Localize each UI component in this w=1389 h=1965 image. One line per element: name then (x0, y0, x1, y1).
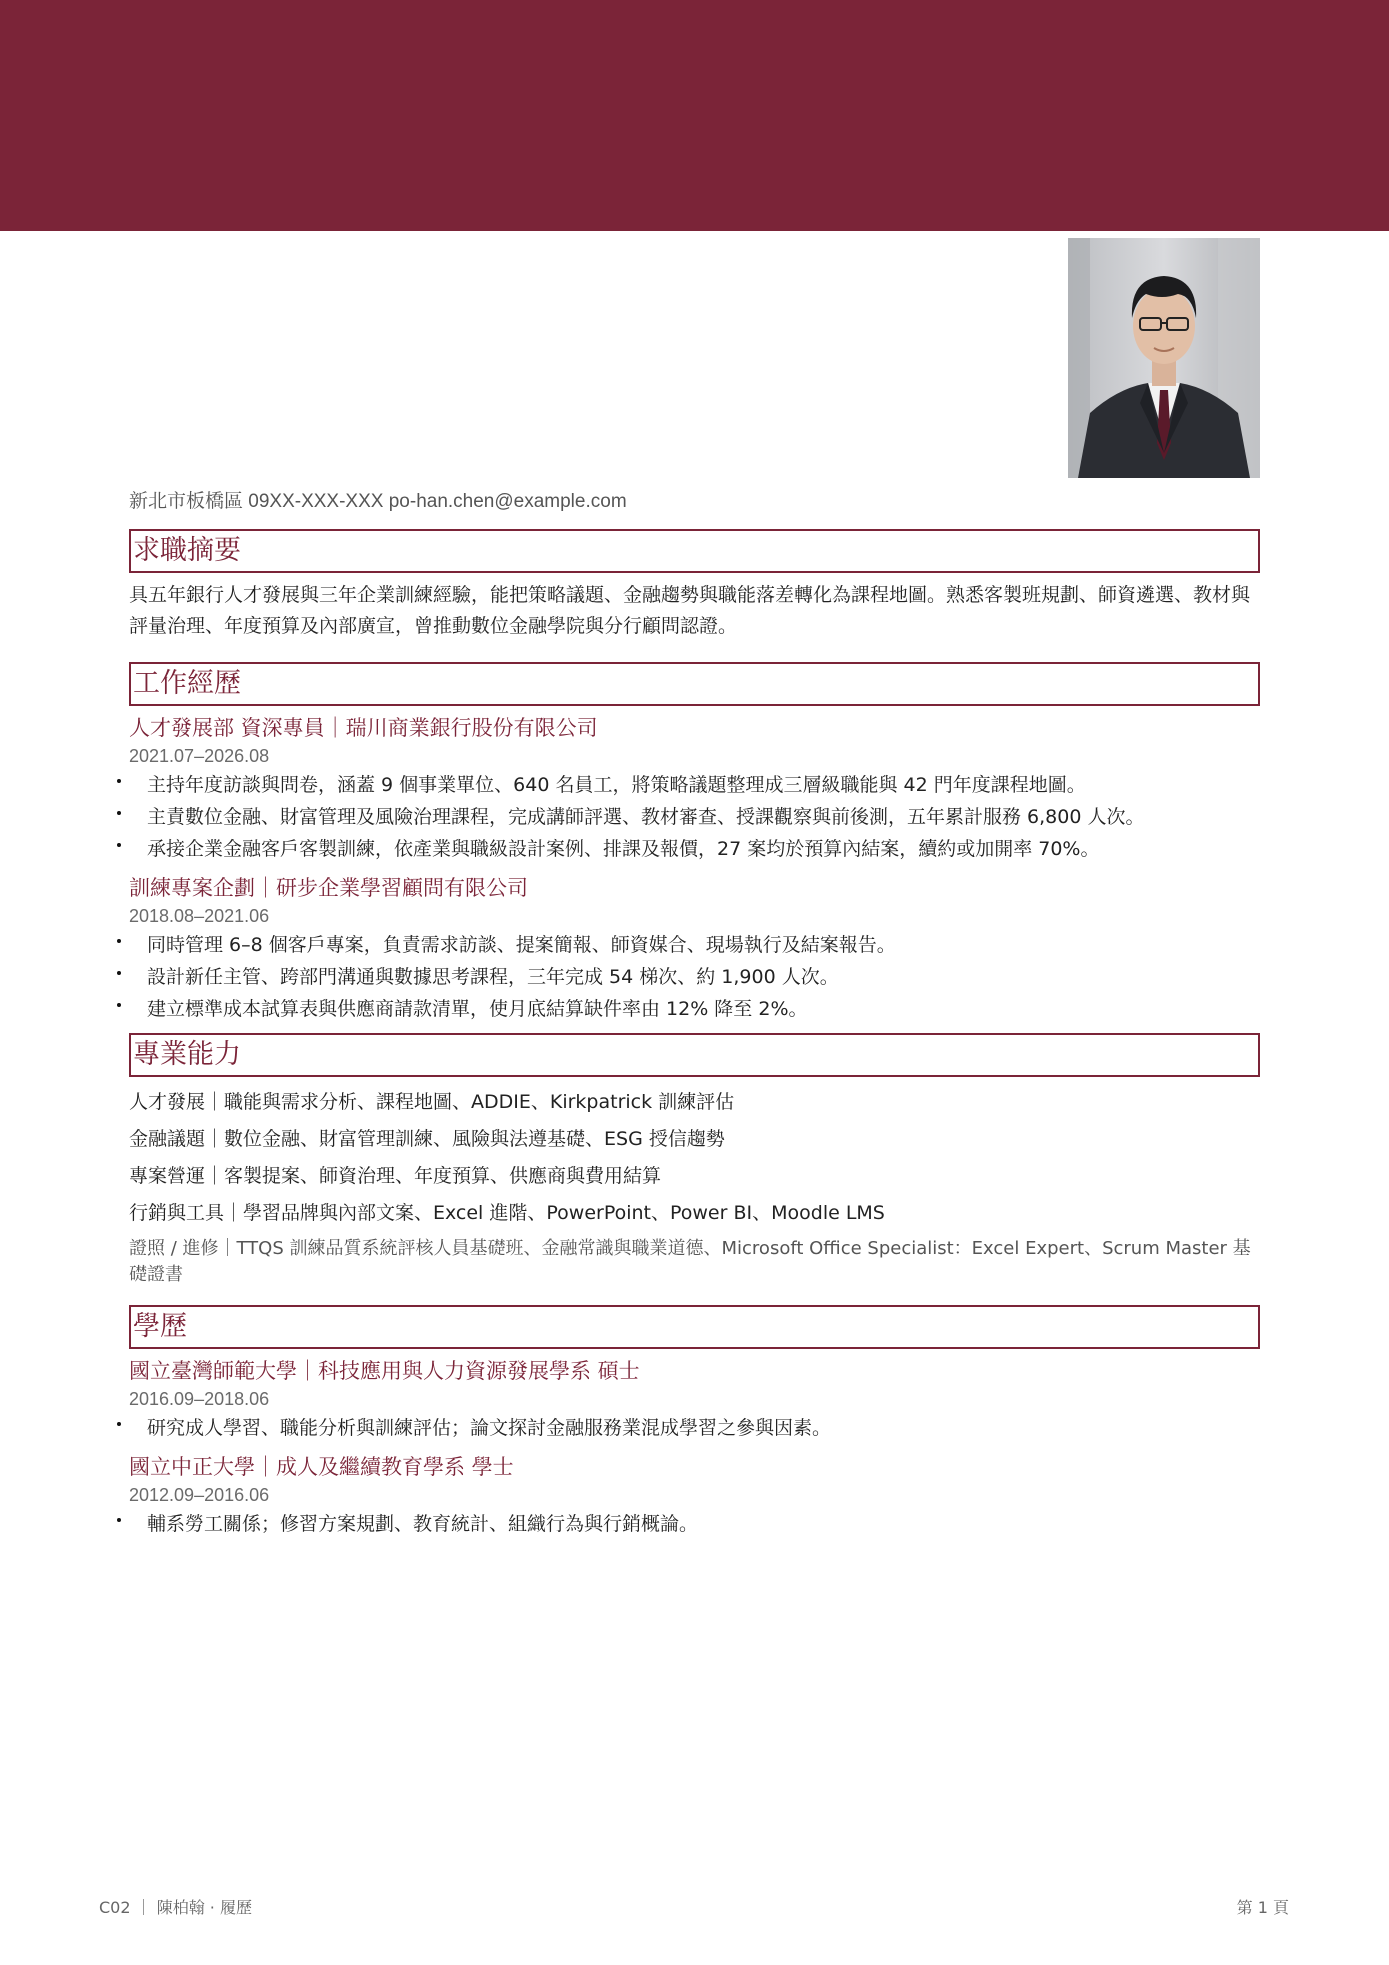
job-bullets (129, 769, 1260, 865)
bullet-text: 研究成人學習、職能分析與訓練評估；論文探討金融服務業混成學習之參與因素。 (147, 1417, 832, 1439)
job-entry (129, 713, 1260, 865)
certifications: 證照 / 進修｜TTQS 訓練品質系統評核人員基礎班、金融常識與職業道德、Microsoft Office Specialist：Excel Expert、Scrum Master 基礎證書 (129, 1238, 1251, 1285)
bullet-text: 主持年度訪談與問卷，涵蓋 9 個事業單位、640 名員工，將策略議題整理成三層級職能與 42 門年度課程地圖。 (147, 774, 1086, 796)
list-item (129, 961, 1260, 993)
summary-text: 具五年銀行人才發展與三年企業訓練經驗，能把策略議題、金融趨勢與職能落差轉化為課程地圖。熟悉客製班規劃、師資遴選、教材與評量治理、年度預算及內部廣宣，曾推動數位金融學院與分行顧問認證。 (129, 584, 1251, 637)
profile-photo (1068, 238, 1260, 478)
bullet-text: 建立標準成本試算表與供應商請款清單，使月底結算缺件率由 12% 降至 2%。 (147, 998, 808, 1020)
school-entry (129, 1356, 1260, 1444)
school-title: 國立中正大學｜成人及繼續教育學系 學士 (129, 1455, 514, 1479)
bullet-icon (117, 779, 121, 783)
resume-content (129, 529, 1260, 1548)
skill-item: 金融議題｜數位金融、財富管理訓練、風險與法遵基礎、ESG 授信趨勢 (129, 1128, 725, 1150)
portrait-image (1068, 238, 1260, 478)
section-title-skills: 專業能力 (129, 1033, 1260, 1077)
summary-section (129, 529, 1260, 642)
bullet-text: 承接企業金融客戶客製訓練，依產業與職級設計案例、排課及報價，27 案均於預算內結案，續約或加開率 70%。 (147, 838, 1100, 860)
bullet-icon (117, 1422, 121, 1426)
bullet-icon (117, 1003, 121, 1007)
job-period: 2021.07–2026.08 (129, 746, 270, 766)
school-period: 2016.09–2018.06 (129, 1389, 270, 1409)
bullet-text: 主責數位金融、財富管理及風險治理課程，完成講師評選、教材審查、授課觀察與前後測，五年累計服務 6,800 人次。 (147, 806, 1145, 828)
job-bullets (129, 929, 1260, 1025)
skill-item: 人才發展｜職能與需求分析、課程地圖、ADDIE、Kirkpatrick 訓練評估 (129, 1091, 735, 1113)
school-period: 2012.09–2016.06 (129, 1485, 270, 1505)
bullet-icon (117, 971, 121, 975)
section-title-experience: 工作經歷 (129, 662, 1260, 706)
list-item (129, 833, 1260, 865)
job-period: 2018.08–2021.06 (129, 906, 270, 926)
job-title: 人才發展部 資深專員｜瑞川商業銀行股份有限公司 (129, 716, 598, 740)
skill-item: 專案營運｜客製提案、師資治理、年度預算、供應商與費用結算 (129, 1165, 662, 1187)
education-section (129, 1305, 1260, 1540)
list-item (129, 769, 1260, 801)
skill-item: 行銷與工具｜學習品牌與內部文案、Excel 進階、PowerPoint、Power BI、Moodle LMS (129, 1202, 885, 1224)
school-entry (129, 1452, 1260, 1540)
footer-page-number: 第 1 頁 (1236, 1898, 1289, 1917)
bullet-icon (117, 811, 121, 815)
list-item (129, 993, 1260, 1025)
bullet-text: 同時管理 6–8 個客戶專案，負責需求訪談、提案簡報、師資媒合、現場執行及結案報告。 (147, 934, 896, 956)
school-bullets (129, 1508, 1260, 1540)
bullet-icon (117, 1518, 121, 1522)
section-title-education: 學歷 (129, 1305, 1260, 1349)
bullet-text: 輔系勞工關係；修習方案規劃、教育統計、組織行為與行銷概論。 (147, 1513, 699, 1535)
school-bullets (129, 1412, 1260, 1444)
list-item (129, 929, 1260, 961)
footer-doc-label: C02 ｜ 陳柏翰 · 履歷 (99, 1898, 252, 1917)
experience-section (129, 662, 1260, 1025)
bullet-text: 設計新任主管、跨部門溝通與數據思考課程，三年完成 54 梯次、約 1,900 人次。 (147, 966, 839, 988)
list-item (129, 1508, 1260, 1540)
job-title: 訓練專案企劃｜研步企業學習顧問有限公司 (129, 876, 528, 900)
list-item (129, 801, 1260, 833)
skills-section (129, 1033, 1260, 1288)
bullet-icon (117, 843, 121, 847)
job-entry (129, 873, 1260, 1025)
list-item (129, 1412, 1260, 1444)
school-title: 國立臺灣師範大學｜科技應用與人力資源發展學系 碩士 (129, 1359, 640, 1383)
section-title-summary: 求職摘要 (129, 529, 1260, 573)
bullet-icon (117, 939, 121, 943)
header-banner (0, 0, 1389, 231)
contact-info: 新北市板橋區 09XX-XXX-XXX po-han.chen@example.com (129, 491, 627, 512)
